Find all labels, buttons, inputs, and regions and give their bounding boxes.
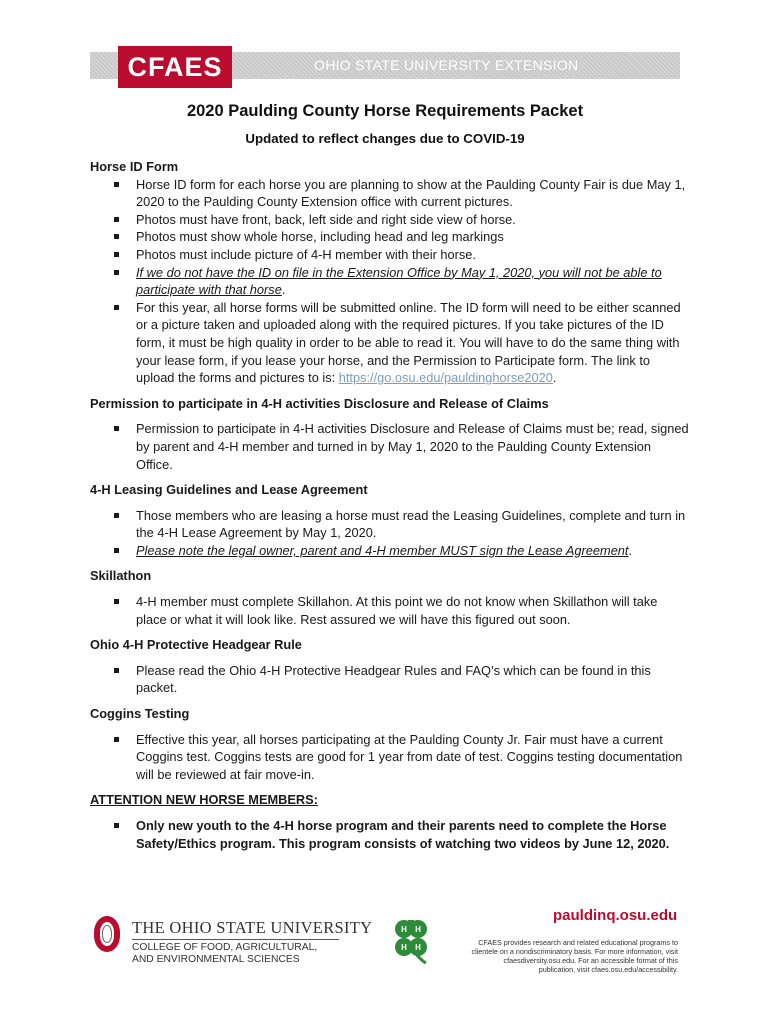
skillathon-list [90,593,690,628]
deadline-warning-end: . [281,282,286,298]
headgear-list [90,662,690,697]
svg-text:H: H [401,925,407,934]
section-heading-skillathon: Skillathon [90,568,152,584]
horse-id-list [90,176,690,387]
online-submission-text: For this year, all horse forms will be submitted online. The ID form will need to be either scanned or a picture taken and uploaded along with the required pictures. If you take pictures of the ID form, it must be high quality in order to be able to read it. You will have to do the same thing with your lease form, if you lease your horse, and the Permission to Participate form. The link to upload the forms and pictures to is: [136,299,681,386]
list-item [90,299,690,387]
college-line-1: COLLEGE OF FOOD, AGRICULTURAL, [132,942,318,953]
nondiscrimination-statement: CFAES provides research and related educational programs to clientele on a nondiscriminatory basis. For more information, visit cfaesdiversity.osu.edu. For an accessible format of this publication, visit cfaes.osu.edu/accessibility. [471,938,678,974]
attention-list [90,817,690,852]
list-item: Please read the Ohio 4-H Protective Headgear Rules and FAQ’s which can be found in this packet. [90,662,690,697]
list-item: 4-H member must complete Skillahon. At this point we do not know when Skillathon will take place or what it will look like. Rest assured we will have this figured out soon. [90,593,690,628]
upload-link[interactable]: https://go.osu.edu/pauldinghorse2020 [338,370,553,386]
university-name: THE OHIO STATE UNIVERSITY [132,918,373,937]
permission-list [90,420,690,473]
section-heading-attention: ATTENTION NEW HORSE MEMBERS: [90,792,318,808]
section-heading-headgear: Ohio 4-H Protective Headgear Rule [90,637,302,653]
leasing-list [90,507,690,560]
cfaes-logo: CFAES [118,46,232,88]
document-body [90,158,690,852]
list-item: Photos must have front, back, left side and right side view of horse. [90,211,690,229]
svg-text:H: H [415,943,421,952]
svg-text:H: H [401,943,407,952]
four-h-clover-icon [386,916,436,966]
list-item: Photos must include picture of 4-H member with their horse. [90,246,690,264]
extension-title: OHIO STATE UNIVERSITY EXTENSION [314,57,579,73]
svg-text:H: H [415,925,421,934]
list-item: Horse ID form for each horse you are planning to show at the Paulding County Fair is due May 1, 2020 to the Paulding County Extension office with current pictures. [90,176,690,211]
list-item: Permission to participate in 4-H activities Disclosure and Release of Claims must be; read, signed by parent and 4-H member and turned in by May 1, 2020 to the Paulding County Extension Office. [90,420,690,473]
lease-signature-note-end: . [628,542,633,558]
list-item: Those members who are leasing a horse must read the Leasing Guidelines, complete and turn in the 4-H Lease Agreement by May 1, 2020. [90,507,690,542]
list-item: Photos must show whole horse, including head and leg markings [90,228,690,246]
upload-link-end: . [552,370,557,386]
section-heading-permission: Permission to participate in 4-H activities Disclosure and Release of Claims [90,395,549,411]
block-o-icon [94,916,120,952]
section-heading-leasing: 4-H Leasing Guidelines and Lease Agreement [90,482,368,498]
list-item: Only new youth to the 4-H horse program and their parents need to complete the Horse Safety/Ethics program. This program consists of watching two videos by June 12, 2020. [90,817,690,852]
footer-url[interactable]: pauldinq.osu.edu [553,907,678,924]
list-item [90,264,690,299]
document-subtitle: Updated to reflect changes due to COVID-19 [245,131,525,146]
deadline-warning: If we do not have the ID on file in the Extension Office by May 1, 2020, you will not be able to participate with that horse [136,264,662,298]
list-item: Effective this year, all horses participating at the Paulding County Jr. Fair must have a current Coggins test. Coggins tests are good for 1 year from date of test. Coggins testing documentation will be reviewed at fair move-in. [90,731,690,784]
college-name [132,942,317,966]
footer-divider [132,939,339,940]
section-heading-horse-id: Horse ID Form [90,159,179,174]
section-heading-coggins: Coggins Testing [90,706,190,722]
coggins-list [90,731,690,784]
document-title: 2020 Paulding County Horse Requirements Packet [186,102,584,120]
list-item [90,542,690,560]
lease-signature-note: Please note the legal owner, parent and 4-H member MUST sign the Lease Agreement [136,542,629,558]
college-line-2: AND ENVIRONMENTAL SCIENCES [132,954,300,965]
